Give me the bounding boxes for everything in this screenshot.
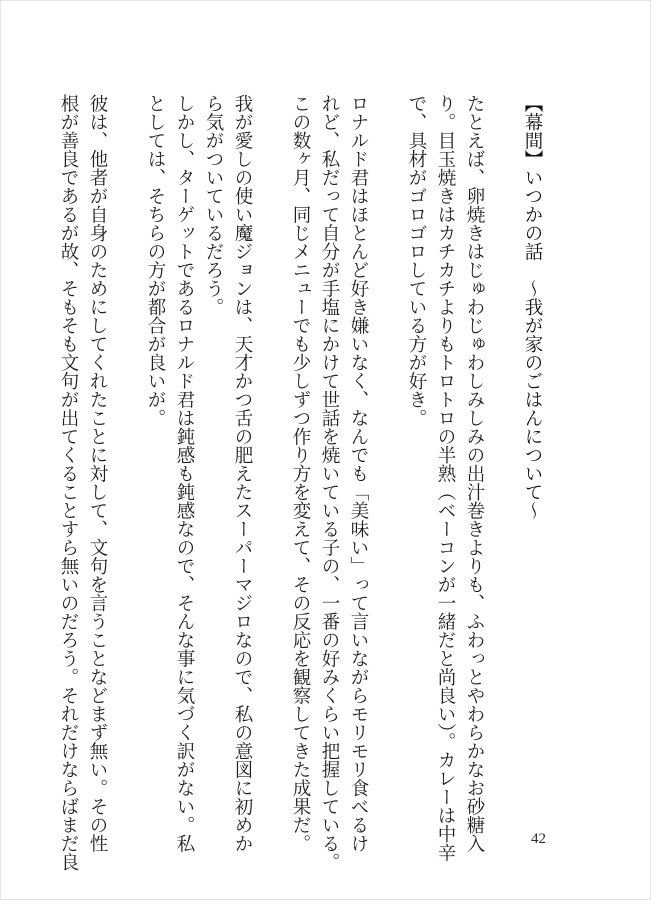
paragraph-4-line-1: しかし、ターゲットであるロナルド君は鈍感も鈍感なので、そんな事に気づく訳がない。私: [174, 94, 195, 853]
paragraph-gap: [257, 94, 286, 820]
paragraph-2-line-3: この数ヶ月、同じメニューでも少しずつ作り方を変えて、その反応を観察してきた成果だ。: [290, 94, 311, 853]
paragraph-gap: [373, 94, 402, 820]
paragraph-3-line-1: 我が愛しの使い魔ジョンは、天才かつ舌の肥えたスーパーマジロなので、私の意図に初めか: [232, 94, 253, 853]
paragraph-1-line-3: で、具材がゴロゴロしている方が好き。: [406, 94, 427, 427]
paragraph-2-line-2: れど、私だって自分が手塩にかけて世話を焼いている子の、一番の好みくらい把握している。: [319, 94, 340, 871]
paragraph-4-line-2: としては、そちらの方が都合が良いが。: [145, 94, 166, 427]
chapter-title: 【幕間】いつかの話 ～我が家のごはんについて～: [522, 94, 543, 520]
paragraph-gap: [112, 94, 141, 820]
page-number: 42: [531, 831, 546, 847]
paragraph-3-line-2: ら気がついているだろう。: [203, 94, 224, 316]
paragraph-5-line-1: 彼は、他者が自身のためにしてくれたことに対して、文句を言うことなどまず無い。その性: [87, 94, 108, 853]
paragraph-1-line-2: り。目玉焼きはカチカチよりもトロトロの半熟（ベーコンが一緒だと尚良い）。カレーは中辛: [435, 94, 456, 862]
paragraph-1-line-1: たとえば、卵焼きはじゅわじゅわしみしみの出汁巻きよりも、ふわっとやわらかなお砂糖入: [464, 94, 485, 853]
paragraph-2-line-1: ロナルド君はほとんど好き嫌いなく、なんでも「美味い」って言いながらモリモリ食べるけ: [348, 94, 369, 853]
title-gap: [489, 94, 518, 820]
paragraph-5-line-2: 根が善良であるが故、そもそも文句が出てくることすら無いのだろう。それだけならばまだ良: [58, 94, 79, 871]
